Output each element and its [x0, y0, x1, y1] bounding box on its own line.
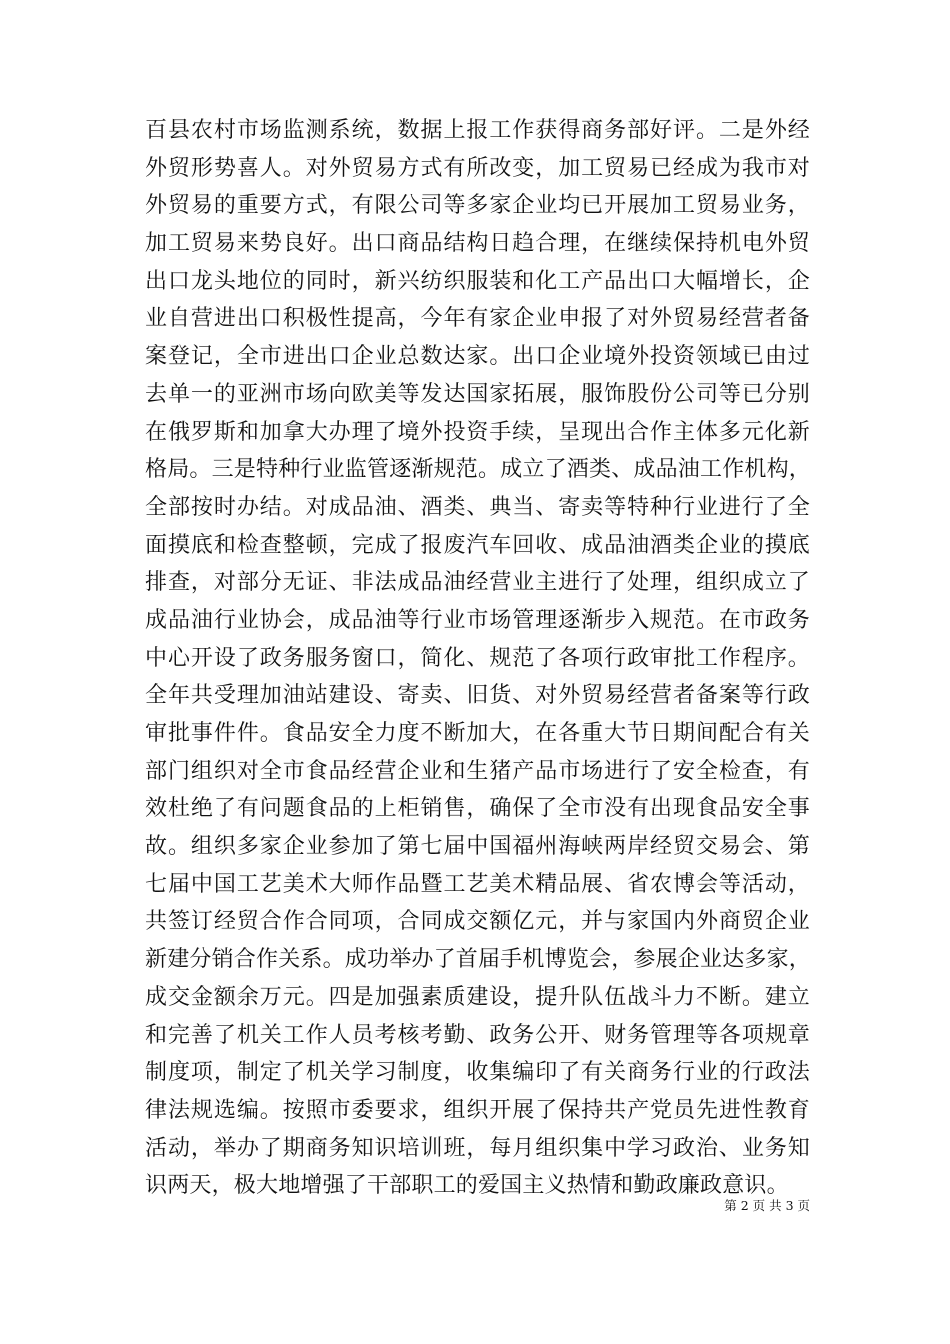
page-footer: 第 2 页 共 3 页: [724, 1198, 810, 1213]
text-line: 案登记，全市进出口企业总数达家。出口企业境外投资领域已由过: [145, 344, 810, 370]
text-line: 去单一的亚洲市场向欧美等发达国家拓展，服饰股份公司等已分别: [145, 381, 810, 407]
text-line: 新建分销合作关系。成功举办了首届手机博览会，参展企业达多家，: [145, 947, 812, 973]
text-line: 效杜绝了有问题食品的上柜销售，确保了全市没有出现食品安全事: [145, 796, 810, 822]
text-line: 加工贸易来势良好。出口商品结构日趋合理，在继续保持机电外贸: [145, 231, 810, 257]
text-line: 百县农村市场监测系统，数据上报工作获得商务部好评。二是外经: [145, 118, 810, 143]
text-line: 面摸底和检查整顿，完成了报废汽车回收、成品油酒类企业的摸底: [145, 532, 810, 558]
text-line: 制度项，制定了机关学习制度，收集编印了有关商务行业的行政法: [145, 1060, 810, 1086]
text-line: 全年共受理加油站建设、寄卖、旧货、对外贸易经营者备案等行政: [145, 683, 810, 709]
text-line: 成品油行业协会，成品油等行业市场管理逐渐步入规范。在市政务: [145, 607, 810, 633]
text-line: 外贸易的重要方式，有限公司等多家企业均已开展加工贸易业务，: [145, 193, 810, 219]
text-line: 在俄罗斯和加拿大办理了境外投资手续，呈现出合作主体多元化新: [145, 419, 810, 445]
text-line: 审批事件件。食品安全力度不断加大，在各重大节日期间配合有关: [145, 721, 810, 746]
text-line: 中心开设了政务服务窗口，简化、规范了各项行政审批工作程序。: [145, 645, 810, 671]
text-line: 出口龙头地位的同时，新兴纺织服装和化工产品出口大幅增长，企: [145, 268, 810, 294]
text-line: 共签订经贸合作合同项，合同成交额亿元，并与家国内外商贸企业: [145, 909, 810, 935]
text-line: 活动，举办了期商务知识培训班，每月组织集中学习政治、业务知: [145, 1135, 810, 1161]
text-line: 故。组织多家企业参加了第七届中国福州海峡两岸经贸交易会、第: [145, 834, 810, 860]
text-line: 业自营进出口积极性提高，今年有家企业申报了对外贸易经营者备: [145, 306, 810, 332]
text-line: 和完善了机关工作人员考核考勤、政务公开、财务管理等各项规章: [145, 1022, 810, 1048]
text-line: 成交金额余万元。四是加强素质建设，提升队伍战斗力不断。建立: [145, 984, 810, 1010]
text-line: 识两天，极大地增强了干部职工的爱国主义热情和勤政廉政意识。: [145, 1173, 789, 1199]
text-line: 全部按时办结。对成品油、酒类、典当、寄卖等特种行业进行了全: [145, 494, 810, 520]
text-line: 部门组织对全市食品经营企业和生猪产品市场进行了安全检查，有: [145, 758, 810, 784]
text-line: 格局。三是特种行业监管逐渐规范。成立了酒类、成品油工作机构，: [145, 457, 812, 483]
text-line: 排查，对部分无证、非法成品油经营业主进行了处理，组织成立了: [145, 570, 810, 596]
text-line: 外贸形势喜人。对外贸易方式有所改变，加工贸易已经成为我市对: [145, 155, 810, 181]
text-line: 七届中国工艺美术大师作品暨工艺美术精品展、省农博会等活动，: [145, 871, 810, 897]
body-text: [145, 112, 810, 1205]
text-line: 律法规选编。按照市委要求，组织开展了保持共产党员先进性教育: [145, 1097, 810, 1123]
